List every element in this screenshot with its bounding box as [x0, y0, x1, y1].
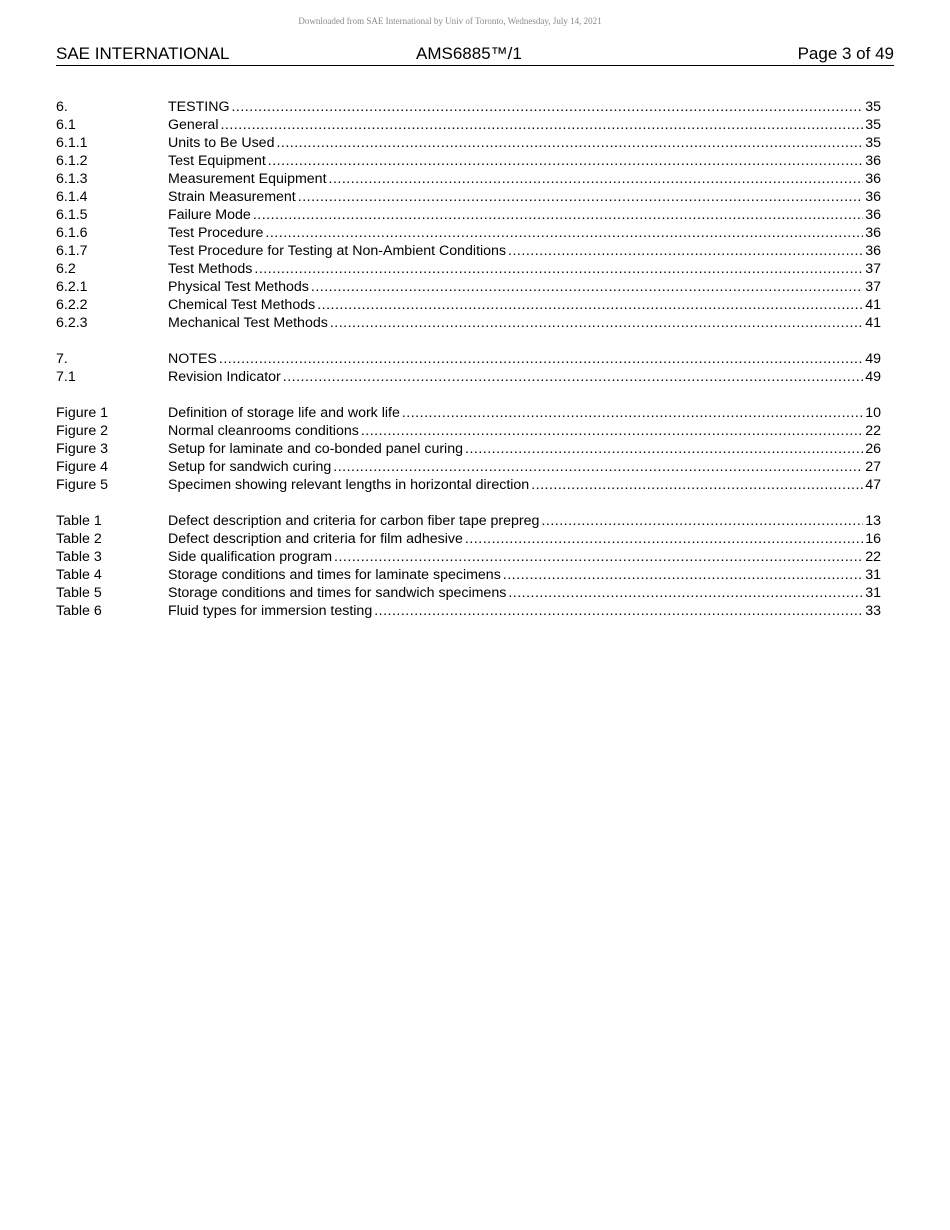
toc-entry-page: 49: [865, 369, 881, 385]
toc-entry-number: 6.1: [56, 117, 76, 133]
toc-entry-page: 16: [865, 531, 881, 547]
toc-entry-number: Table 4: [56, 567, 102, 583]
toc-entry-title: Strain Measurement: [168, 189, 296, 205]
toc-group-section-6: [56, 98, 881, 332]
table-of-contents: [56, 98, 881, 620]
toc-dot-leader: [531, 476, 863, 494]
toc-entry-number: 6.1.2: [56, 153, 88, 169]
toc-entry-number: Table 1: [56, 513, 102, 529]
toc-dot-leader: [503, 566, 863, 584]
toc-entry[interactable]: [56, 530, 881, 548]
toc-dot-leader: [231, 98, 863, 116]
toc-entry[interactable]: [56, 98, 881, 116]
toc-dot-leader: [374, 602, 863, 620]
toc-dot-leader: [333, 458, 863, 476]
toc-entry[interactable]: [56, 602, 881, 620]
toc-entry-title: Mechanical Test Methods: [168, 315, 328, 331]
toc-entry-title: Failure Mode: [168, 207, 251, 223]
toc-entry-number: 7.1: [56, 369, 76, 385]
toc-entry-title: Measurement Equipment: [168, 171, 327, 187]
toc-entry-page: 36: [865, 189, 881, 205]
toc-entry[interactable]: [56, 116, 881, 134]
toc-entry[interactable]: [56, 584, 881, 602]
toc-dot-leader: [254, 260, 863, 278]
toc-entry-page: 27: [865, 459, 881, 475]
toc-entry[interactable]: [56, 134, 881, 152]
toc-entry[interactable]: [56, 476, 881, 494]
toc-entry-page: 47: [865, 477, 881, 493]
toc-entry-title: Storage conditions and times for sandwich specimens: [168, 585, 507, 601]
toc-entry-title: Test Methods: [168, 261, 253, 277]
toc-dot-leader: [317, 296, 863, 314]
toc-dot-leader: [465, 440, 863, 458]
toc-entry[interactable]: [56, 458, 881, 476]
toc-entry-title: Setup for sandwich curing: [168, 459, 332, 475]
toc-entry-number: Table 3: [56, 549, 102, 565]
toc-entry[interactable]: [56, 260, 881, 278]
toc-entry-page: 36: [865, 225, 881, 241]
toc-entry-number: Figure 5: [56, 477, 109, 493]
toc-entry-page: 37: [865, 279, 881, 295]
toc-entry-title: Side qualification program: [168, 549, 333, 565]
page-header: [56, 44, 894, 66]
toc-entry[interactable]: [56, 368, 881, 386]
toc-entry-number: Table 5: [56, 585, 102, 601]
header-org: SAE INTERNATIONAL: [56, 44, 230, 63]
toc-dot-leader: [361, 422, 863, 440]
toc-entry-number: 6.1.3: [56, 171, 88, 187]
toc-dot-leader: [508, 242, 863, 260]
toc-entry-number: Figure 2: [56, 423, 109, 439]
toc-entry[interactable]: [56, 188, 881, 206]
toc-entry-number: 6.2.2: [56, 297, 88, 313]
toc-dot-leader: [253, 206, 863, 224]
toc-entry-title: Units to Be Used: [168, 135, 275, 151]
toc-entry-page: 22: [865, 549, 881, 565]
toc-entry-number: 6.1.4: [56, 189, 88, 205]
toc-entry-page: 26: [865, 441, 881, 457]
toc-entry-number: 6.2.3: [56, 315, 88, 331]
toc-entry-page: 31: [865, 567, 881, 583]
toc-entry-title: Storage conditions and times for laminate specimens: [168, 567, 501, 583]
toc-entry-number: Figure 3: [56, 441, 109, 457]
toc-entry-title: General: [168, 117, 219, 133]
toc-entry[interactable]: [56, 314, 881, 332]
toc-entry-number: 6.1.6: [56, 225, 88, 241]
toc-entry-page: 36: [865, 153, 881, 169]
toc-entry-title: Test Procedure: [168, 225, 264, 241]
toc-entry-page: 36: [865, 171, 881, 187]
toc-entry-page: 13: [865, 513, 881, 529]
toc-entry[interactable]: [56, 404, 881, 422]
toc-dot-leader: [220, 116, 863, 134]
toc-entry-title: Fluid types for immersion testing: [168, 603, 373, 619]
toc-entry-number: 6.2.1: [56, 279, 88, 295]
toc-entry-number: 6.2: [56, 261, 76, 277]
toc-entry-title: Setup for laminate and co-bonded panel curing: [168, 441, 463, 457]
toc-entry-page: 37: [865, 261, 881, 277]
toc-dot-leader: [219, 350, 863, 368]
toc-entry-page: 33: [865, 603, 881, 619]
toc-entry-number: 6.1.7: [56, 243, 88, 259]
toc-entry-title: Defect description and criteria for film adhesive: [168, 531, 463, 547]
toc-dot-leader: [265, 224, 863, 242]
toc-entry-title: NOTES: [168, 351, 217, 367]
toc-dot-leader: [298, 188, 863, 206]
header-doc-id: AMS6885™/1: [416, 44, 522, 63]
toc-entry-title: Revision Indicator: [168, 369, 281, 385]
toc-entry-number: Table 6: [56, 603, 102, 619]
toc-dot-leader: [268, 152, 863, 170]
toc-entry-title: Chemical Test Methods: [168, 297, 316, 313]
toc-entry[interactable]: [56, 422, 881, 440]
toc-entry-page: 41: [865, 297, 881, 313]
toc-entry-page: 22: [865, 423, 881, 439]
toc-entry[interactable]: [56, 440, 881, 458]
toc-entry-page: 31: [865, 585, 881, 601]
toc-entry[interactable]: [56, 350, 881, 368]
toc-entry-title: Test Equipment: [168, 153, 266, 169]
toc-dot-leader: [465, 530, 863, 548]
toc-entry-title: TESTING: [168, 99, 230, 115]
toc-entry-page: 49: [865, 351, 881, 367]
toc-entry-number: 7.: [56, 351, 68, 367]
toc-entry-title: Specimen showing relevant lengths in horizontal direction: [168, 477, 530, 493]
toc-entry[interactable]: [56, 242, 881, 260]
toc-entry-page: 36: [865, 207, 881, 223]
toc-entry-page: 36: [865, 243, 881, 259]
toc-entry-page: 35: [865, 99, 881, 115]
toc-entry-number: 6.1.1: [56, 135, 88, 151]
toc-entry[interactable]: [56, 548, 881, 566]
toc-entry[interactable]: [56, 224, 881, 242]
download-watermark: Downloaded from SAE International by Univ of Toronto, Wednesday, July 14, 2021: [298, 16, 602, 26]
toc-dot-leader: [329, 170, 864, 188]
toc-dot-leader: [276, 134, 863, 152]
toc-dot-leader: [402, 404, 863, 422]
toc-entry-number: Figure 1: [56, 405, 109, 421]
toc-dot-leader: [283, 368, 863, 386]
toc-entry-number: Figure 4: [56, 459, 109, 475]
toc-dot-leader: [330, 314, 863, 332]
toc-entry[interactable]: [56, 512, 881, 530]
toc-group-figures: [56, 404, 881, 494]
toc-entry-title: Test Procedure for Testing at Non-Ambient Conditions: [168, 243, 507, 259]
toc-entry-number: 6.1.5: [56, 207, 88, 223]
toc-entry-number: 6.: [56, 99, 68, 115]
toc-entry[interactable]: [56, 206, 881, 224]
toc-entry[interactable]: [56, 566, 881, 584]
toc-dot-leader: [311, 278, 863, 296]
toc-group-tables: [56, 512, 881, 620]
toc-entry-title: Normal cleanrooms conditions: [168, 423, 359, 439]
toc-dot-leader: [508, 584, 863, 602]
toc-entry[interactable]: [56, 152, 881, 170]
toc-entry-title: Defect description and criteria for carbon fiber tape prepreg: [168, 513, 540, 529]
toc-entry-page: 35: [865, 117, 881, 133]
header-page-number: Page 3 of 49: [797, 44, 894, 63]
toc-entry-page: 35: [865, 135, 881, 151]
toc-entry-title: Physical Test Methods: [168, 279, 309, 295]
toc-entry-page: 10: [865, 405, 881, 421]
toc-entry[interactable]: [56, 170, 881, 188]
toc-entry-page: 41: [865, 315, 881, 331]
toc-dot-leader: [334, 548, 863, 566]
toc-entry-number: Table 2: [56, 531, 102, 547]
toc-entry[interactable]: [56, 296, 881, 314]
toc-entry-title: Definition of storage life and work life: [168, 405, 400, 421]
toc-entry[interactable]: [56, 278, 881, 296]
toc-group-section-7: [56, 350, 881, 386]
toc-dot-leader: [541, 512, 863, 530]
